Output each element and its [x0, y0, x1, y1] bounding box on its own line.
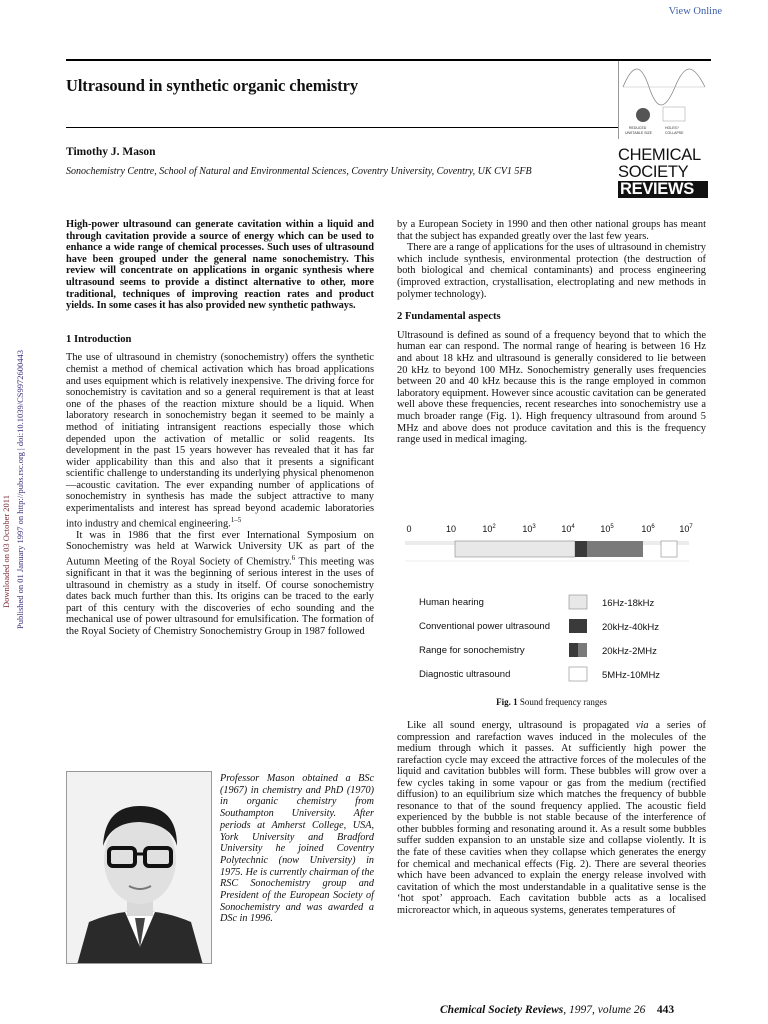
logo-word-reviews: REVIEWS — [618, 181, 708, 198]
legend-range-diagnostic: 5MHz-10MHz — [602, 670, 661, 681]
author-affiliation: Sonochemistry Centre, School of Natural and Environmental Sciences, Coventry University, Coventry, UK CV1 5FB — [66, 166, 532, 177]
right-column-top — [397, 219, 706, 446]
fundamentals-paragraph-1: Ultrasound is defined as sound of a frequency beyond that to which the human ear can respond. The normal range of hearing is between 16 Hz and about 18 kHz and ultrasound is generally considered to lie between 20 kHz to beyond 100 MHz. Sonochemistry generally uses frequencies between 20 and 40 kHz because this is the range employed in common laboratory equipment. However since acoustic cavitation can be generated well above these frequencies, recent researches into sonochemistry use a much broader range (Fig. 1). High frequency ultrasound from around 5 MHz and above does not produce cavitation and this is the frequency range used in medical imaging. — [397, 329, 706, 446]
legend-swatch-sonochemistry — [569, 643, 578, 657]
article-title: Ultrasound in synthetic organic chemistry — [66, 76, 358, 95]
top-rule — [66, 59, 711, 61]
footer-journal: Chemical Society Reviews — [440, 1004, 564, 1016]
figure-1-caption: Fig. 1 Sound frequency ranges — [496, 697, 607, 707]
legend-label-hearing: Human hearing — [419, 597, 484, 608]
logo-mini-label: REDUCED — [629, 126, 647, 130]
author-name: Timothy J. Mason — [66, 146, 156, 158]
page-number: 443 — [656, 1004, 675, 1016]
intro-paragraph-2: It was in 1986 that the first ever International Symposium on Sonochemistry was held at Warwick University UK as part of the Autumn Meeting of the Royal Society of Chemistry.$^6$ This meeting was significant in that it was the beginning of serious interest in the uses of ultrasound in chemistry as a study in itself. Of course sonochemistry dates back much further than this. Its origins can be traced to the early part of this century with the discoveries of echo sounding and the mechanical use of power ultrasound for emulsification. The formation of the Royal Society of Chemistry Sonochemistry Group in 1987 followed — [66, 529, 374, 637]
logo-word-society: SOCIETY — [618, 163, 689, 181]
range-bar-power — [575, 541, 587, 557]
axis-tick-label: $10^4$ — [561, 524, 575, 534]
legend-range-sonochemistry: 20kHz-2MHz — [602, 646, 657, 657]
intro-continuation: by a European Society in 1990 and then other national groups has meant that the subject has expanded greatly over the last few years. — [397, 219, 706, 242]
view-online-link[interactable]: View Online — [668, 6, 722, 17]
reference-6[interactable]: 6 — [291, 553, 296, 562]
legend-label-diagnostic: Diagnostic ultrasound — [419, 669, 511, 680]
section-2-heading: 2 Fundamental aspects — [397, 311, 501, 323]
page-footer — [440, 1004, 674, 1016]
right-column-bottom — [397, 720, 706, 916]
downloaded-note: Downloaded on 03 October 2011 — [1, 495, 11, 608]
axis-tick-label: $10^6$ — [641, 524, 655, 534]
logo-mini-label: HOLES? — [665, 126, 679, 130]
legend-range-power: 20kHz-40kHz — [602, 622, 660, 633]
legend-label-sonochemistry: Range for sonochemistry — [419, 645, 525, 656]
section-1-heading: 1 Introduction — [66, 333, 132, 345]
reference-1-5[interactable]: 1–5 — [230, 515, 242, 524]
range-bar-sonochemistry — [587, 541, 643, 557]
figure-1 — [397, 519, 706, 709]
logo-word-chemical: CHEMICAL — [618, 146, 701, 164]
journal-logo-graphic — [618, 61, 708, 139]
author-photo — [66, 771, 212, 964]
legend-swatch-hearing — [569, 595, 587, 609]
legend-swatch-power — [569, 619, 587, 633]
axis-tick-label: $10^7$ — [679, 524, 693, 534]
author-biography: Professor Mason obtained a BSc (1967) in chemistry and PhD (1970) in organic chemistry from Southampton University. After periods at Amherst College, USA, York University and Bradford University he joined Coventry Polytechnic (now University) in 1975. He is currently chairman of the RSC Sonochemistry group and President of the European Society of Sonochemistry and was awarded a DSc in 1996. — [220, 773, 374, 925]
abstract: High-power ultrasound can generate cavitation within a liquid and through cavitation provide a source of energy which can be used to enhance a wide range of chemical processes. Such uses of ultrasound have been grouped under the general name sonochemistry. This review will concentrate on applications in organic synthesis where ultrasound seems to provide a distinct alternative to other, more traditional, techniques of improving reaction rates and product yields. In some cases it has also provided new synthetic pathways. — [66, 219, 374, 312]
published-doi-link[interactable]: Published on 01 January 1997 on http://pubs.rsc.org | doi:10.1039/CS9972600443 — [15, 350, 25, 629]
range-bar-diagnostic — [661, 541, 677, 557]
range-bar-hearing — [455, 541, 575, 557]
intro-paragraph-3: There are a range of applications for the uses of ultrasound in chemistry which include synthesis, environmental protection (the destruction of both biological and chemical contaminants) and process engineering (improved extraction, crystallisation, electroplating and new methods in polymer technology). — [397, 242, 706, 300]
footer-volume: , 1997, volume 26 — [563, 1004, 646, 1016]
legend-swatch-sonochemistry-2 — [578, 643, 587, 657]
legend-label-power: Conventional power ultrasound — [419, 621, 550, 632]
axis-tick-label: $10^3$ — [522, 524, 536, 534]
journal-logo-wordmark — [618, 147, 708, 198]
legend-range-hearing: 16Hz-18kHz — [602, 598, 655, 609]
logo-mini-label: COLLAPSE — [665, 131, 684, 135]
intro-paragraph-1: The use of ultrasound in chemistry (sonochemistry) offers the synthetic chemist a method of chemical activation which has broad applications and uses equipment which is relatively inexpensive. The driving force for sonochemistry is cavitation and so a general requirement is that at least one of the phases of the reaction mixture should be a liquid. When laboratory research in sonochemistry began it seemed to be mainly a method of initiating intransigent reactions especially those which depended upon the activation of metallic or solid reagents. Its development in the past 15 years however has revealed that it has far wider applicability than this and also that it presents a significant scientific challenge to understanding its underlying physical phenomenon—acoustic cavitation. The ever expanding number of applications of sonochemistry in synthesis has made the subject attractive to many experimentalists and interest has spread beyond academic laboratories into industry and chemical engineering.$^{1-5}$ — [66, 352, 374, 530]
axis-tick-label: $10^2$ — [482, 524, 496, 534]
axis-tick-label: 10 — [445, 524, 457, 534]
logo-mini-label: UNSTABLE SIZE — [625, 131, 652, 135]
fundamentals-paragraph-2: Like all sound energy, ultrasound is propagated via a series of compression and rarefaction waves induced in the molecules of the medium through which it passes. At sufficiently high power the rarefaction cycle may exceed the attractive forces of the molecules of the liquid and cavitation bubbles will form. These bubbles will grow over a few cycles taking in some vapour or gas from the medium (rectified diffusion) to an equilibrium size which matches the frequency of bubble resonance to that of the sound frequency applied. The acoustic field experienced by the bubble is not stable because of the interference of other bubbles forming and resonating around it. As a result some bubbles suffer sudden expansion to an unstable size and collapse violently. It is the fate of these cavities when they collapse which generates the energy for chemical and mechanical effects (Fig. 2). There are several theories which have been advanced to explain the energy release involved with cavitation of which the most understandable in a qualitative sense is the ‘hot spot’ approach. Each cavitation bubble acts as a localised microreactor which, in aqueous systems, generates temperatures of — [397, 720, 706, 916]
axis-tick-label: 0 — [406, 524, 412, 534]
legend-swatch-diagnostic — [569, 667, 587, 681]
axis-tick-labels — [406, 524, 693, 534]
title-rule — [66, 127, 618, 128]
left-column — [66, 219, 374, 638]
axis-tick-label: $10^5$ — [600, 524, 614, 534]
